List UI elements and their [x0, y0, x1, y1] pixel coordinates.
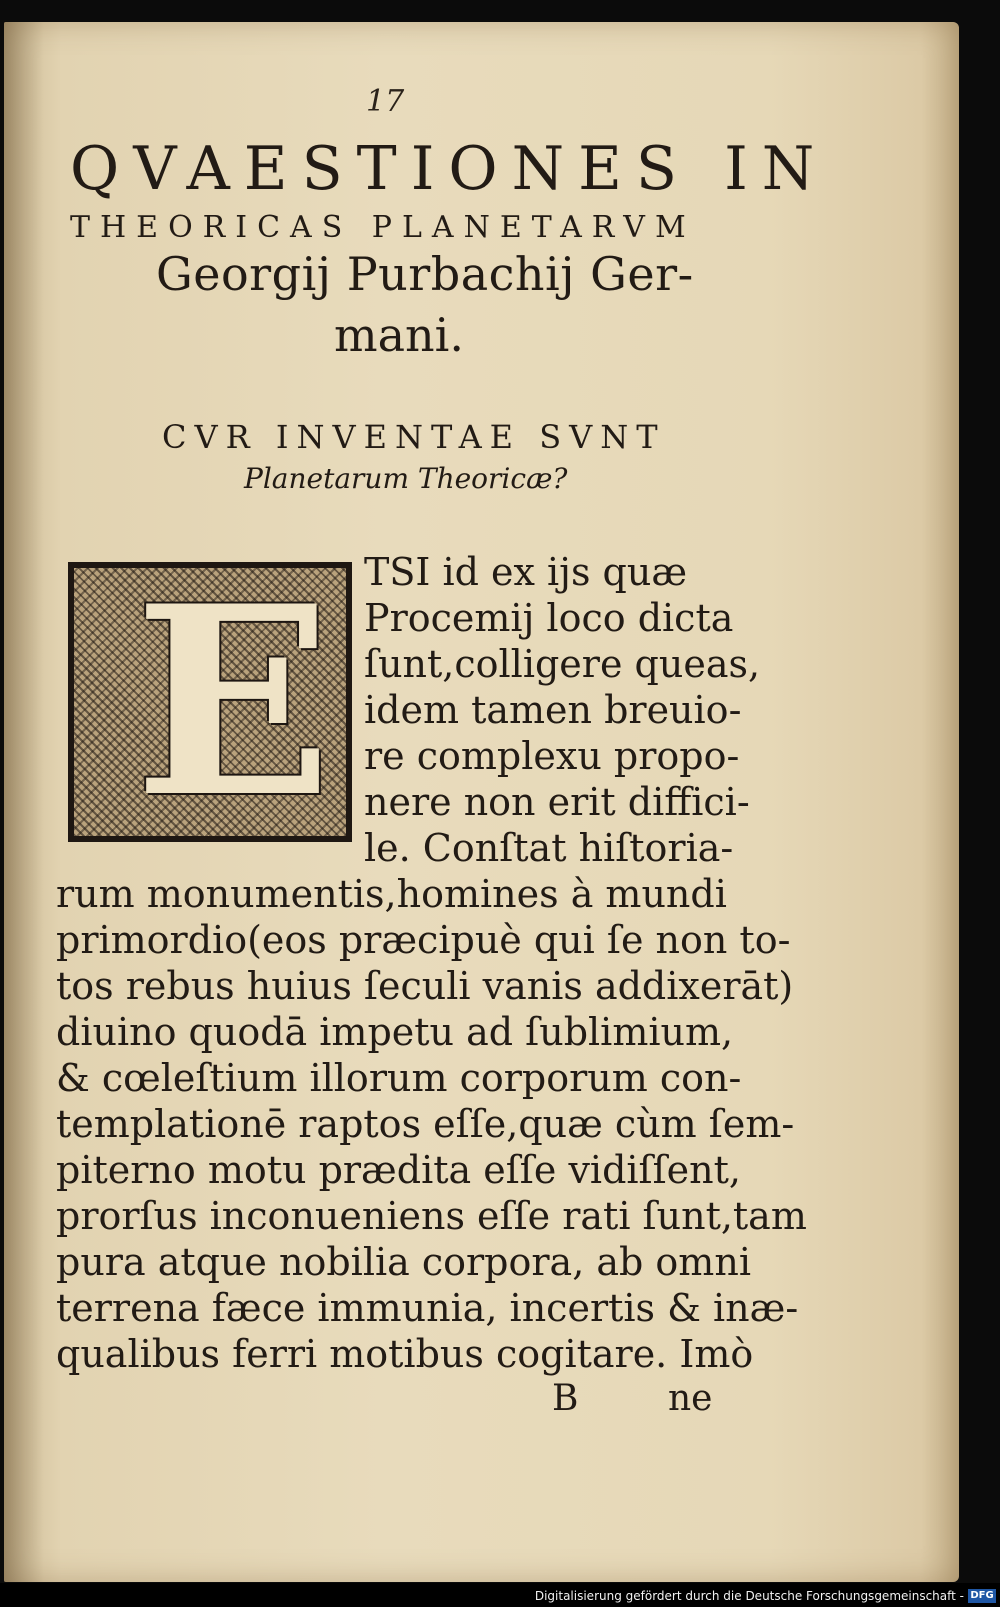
body-line-6: nere non erit diffici-: [364, 780, 750, 824]
body-line-14: piterno motu prædita eſſe vidiſſent,: [56, 1148, 741, 1192]
body-line-15: prorſus inconueniens eſſe rati ſunt,tam: [56, 1194, 807, 1238]
title-line-3: Georgij Purbachij Ger-: [156, 247, 694, 301]
catchword: ne: [668, 1378, 713, 1419]
body-line-5: re complexu propo-: [364, 734, 740, 778]
body-line-9: primordio(eos præcipuè qui ſe non to-: [56, 918, 791, 962]
dfg-logo: DFG: [968, 1589, 996, 1603]
body-line-16: pura atque nobilia corpora, ab omni: [56, 1240, 751, 1284]
footer-bar: [0, 1583, 1000, 1607]
body-line-10: tos rebus huius ſeculi vanis addixerāt): [56, 964, 794, 1008]
section-heading-2: Planetarum Theoricæ?: [244, 462, 568, 495]
body-line-11: diuino quodā impetu ad ſublimium,: [56, 1010, 734, 1054]
title-line-4: mani.: [334, 308, 465, 362]
body-line-7: le. Conſtat hiſtoria-: [364, 826, 734, 870]
body-line-8: rum monumentis,homines à mundi: [56, 872, 727, 916]
signature-mark: B: [552, 1378, 579, 1419]
body-line-12: & cœleſtium illorum corporum con-: [56, 1056, 742, 1100]
body-line-2: Procemij loco dicta: [364, 596, 734, 640]
body-line-18: qualibus ferri motibus cogitare. Imò: [56, 1332, 754, 1376]
book-page: [4, 22, 959, 1582]
section-heading-1: CVR INVENTAE SVNT: [162, 418, 666, 456]
funding-credit: Digitalisierung gefördert durch die Deutsche Forschungsgemeinschaft -: [534, 1589, 964, 1603]
body-line-17: terrena fæce immunia, incertis & inæ-: [56, 1286, 799, 1330]
title-line-1: QVAESTIONES IN: [70, 134, 829, 204]
title-line-2: THEORICAS PLANETARVM: [70, 210, 696, 245]
body-line-13: templationē raptos eſſe,quæ cùm ſem-: [56, 1102, 795, 1146]
initial-letter: E: [134, 550, 333, 855]
body-line-4: idem tamen breuio-: [364, 688, 742, 732]
body-line-1: TSI id ex ijs quæ: [364, 550, 688, 594]
body-line-3: ſunt,colligere queas,: [364, 642, 761, 686]
decorated-initial: [68, 550, 352, 855]
page-number: 17: [366, 84, 405, 119]
